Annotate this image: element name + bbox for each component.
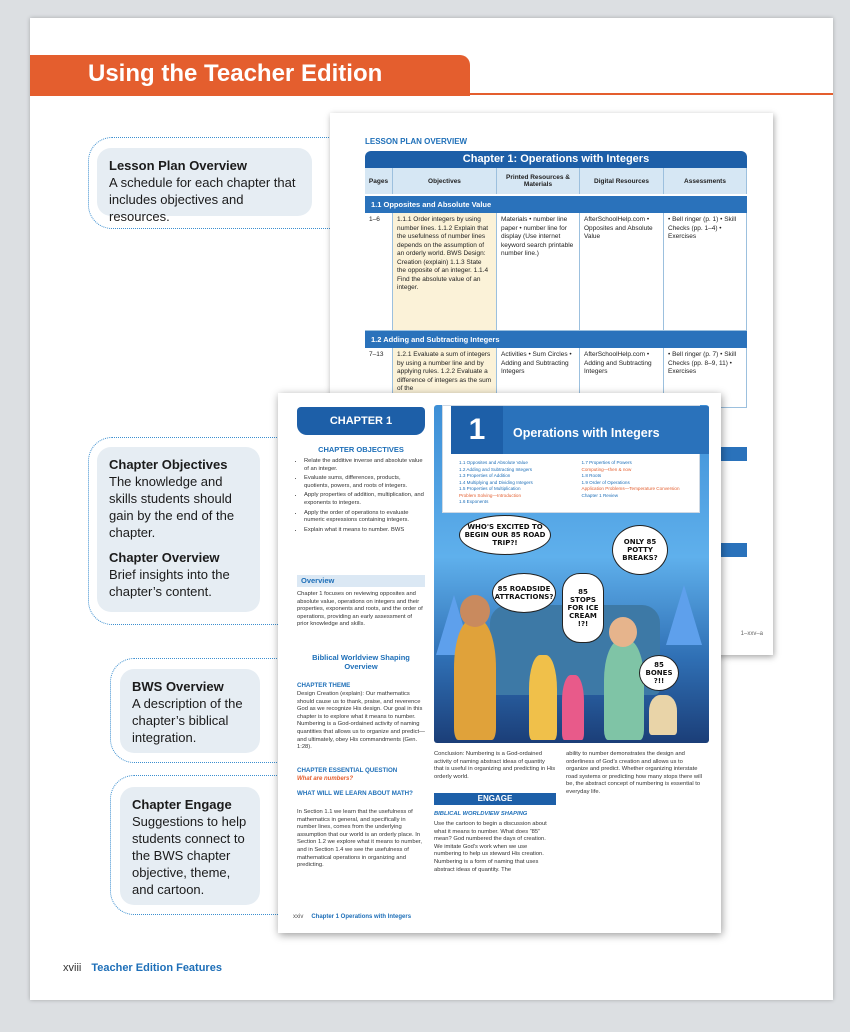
- callout-title: BWS Overview: [132, 679, 224, 694]
- column-header: Assessments: [664, 168, 747, 194]
- table-row: [365, 213, 747, 331]
- toc-item: 1.9 Order of Operations: [581, 479, 630, 485]
- chapter-page-number: xxiv: [293, 914, 304, 920]
- toc-item: 1.6 Exponents: [459, 499, 489, 504]
- child-illustration: [562, 675, 584, 740]
- toc-item: 1.1 Opposites and Absolute Value: [459, 460, 528, 465]
- speech-bubble: ONLY 85 POTTY BREAKS?: [612, 525, 668, 575]
- cell-pages: 1–6: [365, 213, 393, 330]
- cell-assessments: • Bell ringer (p. 7) • Skill Checks (pp. 8–9, 11) • Exercises: [664, 348, 747, 407]
- theme-heading: CHAPTER THEME: [297, 682, 351, 689]
- toc-item: 1.2 Adding and Subtracting Integers: [459, 466, 533, 472]
- speech-bubble: 85 BONES ?!!: [639, 655, 679, 691]
- chapter-number: 1: [451, 406, 503, 454]
- page-number: xviii: [63, 962, 82, 974]
- cell-pages: 7–13: [365, 348, 393, 407]
- callout-lesson-plan: [97, 148, 312, 224]
- engage-subheading: BIBLICAL WORLDVIEW SHAPING: [434, 811, 528, 817]
- chapter-toc: [459, 460, 699, 506]
- mother-illustration: [604, 640, 644, 740]
- objectives-list: [297, 458, 425, 536]
- speech-bubble: 85 STOPS FOR ICE CREAM !?!: [562, 573, 604, 643]
- toc-item: 1.4 Multiplying and Dividing Integers: [459, 479, 533, 485]
- toc-item: Chapter 1 Review: [581, 492, 619, 498]
- chapter-opener-header: [442, 405, 700, 513]
- chapter-title: Operations with Integers: [503, 406, 709, 454]
- cell-assessments: • Bell ringer (p. 1) • Skill Checks (pp. 1–4) • Exercises: [664, 213, 747, 330]
- engage-text: Use the cartoon to begin a discussion about what it means to number. What does “85” mean? God numbered the days of creation. We imitate God’s work when we use numbering to help us steward His creation. Numbering is a form of naming that uses abstract ideas of quantity. The: [434, 821, 547, 873]
- callout-text: The knowledge and skills students should gain by the end of the chapter.: [109, 474, 235, 540]
- toc-item: Problem Solving—Introduction: [459, 492, 522, 498]
- question-text: What are numbers?: [297, 776, 354, 782]
- lesson-plan-column-headers: [365, 168, 747, 194]
- callout-text: A schedule for each chapter that includes objectives and resources.: [109, 175, 296, 224]
- callout-title: Chapter Engage: [132, 797, 232, 812]
- cell-materials: Materials • number line paper • number line for display (Use internet keyword search printable number line.): [497, 213, 580, 330]
- speech-bubble: WHO'S EXCITED TO BEGIN OUR 85 ROAD TRIP?!: [459, 515, 551, 555]
- callout-text: Brief insights into the chapter’s content.: [109, 567, 230, 599]
- engage-heading: ENGAGE: [434, 793, 556, 805]
- callout-chapter-objectives: [97, 447, 260, 612]
- father-illustration: [454, 620, 496, 740]
- section-header: 1.2 Adding and Subtracting Integers: [365, 331, 747, 348]
- callout-title: Lesson Plan Overview: [109, 158, 248, 173]
- tree-illustration: [666, 585, 702, 645]
- lesson-plan-label: LESSON PLAN OVERVIEW: [365, 137, 468, 146]
- page-footer-title: Teacher Edition Features: [91, 962, 222, 974]
- toc-item: Application Problems—Temperature Conversion: [581, 486, 680, 491]
- dog-illustration: [649, 695, 677, 735]
- chapter-opener-art: [434, 405, 709, 743]
- column-header: Objectives: [393, 168, 497, 194]
- conclusion-text: Conclusion: Numbering is a God-ordained activity of naming abstract ideas of quantity that is useful in organizing and predicting in His orderly world.: [434, 751, 556, 780]
- learn-heading: WHAT WILL WE LEARN ABOUT MATH?: [297, 790, 413, 797]
- banner-rule: [470, 93, 833, 95]
- column-header: Digital Resources: [580, 168, 664, 194]
- chapter-footer-title: Chapter 1 Operations with Integers: [311, 914, 412, 920]
- callout-bws-overview: [120, 669, 260, 753]
- objectives-heading: CHAPTER OBJECTIVES: [318, 445, 404, 454]
- child-illustration: [529, 655, 557, 740]
- ability-text: ability to number demonstrates the design and orderliness of God’s creation and allows us to organize and predict. Whether organizing interstate road systems or predicting how many stops there will be, the abstract concept of numbering is essential to everyday life.: [566, 751, 702, 795]
- cell-digital: AfterSchoolHelp.com • Opposites and Absolute Value: [580, 213, 664, 330]
- bws-heading: Biblical Worldview Shaping Overview: [312, 653, 410, 671]
- overview-text: Chapter 1 focuses on reviewing opposites and absolute value, operations on integers and their properties, exponents and roots, and the order of operations, providing an early assessment of prior knowledge and skills.: [297, 591, 423, 628]
- toc-item: 1.8 Roots: [581, 473, 602, 478]
- objective-item: • Relate the additive inverse and absolute value of an integer.: [304, 458, 425, 473]
- cell-digital: AfterSchoolHelp.com • Adding and Subtracting Integers: [580, 348, 664, 407]
- theme-text: Design Creation (explain): Our mathematics should cause us to thank, praise, and reverence God as we recognize His design. Our goal in this chapter is to explore what it means to number. Numbering is a God-ordained activity of naming quantities that allows us to organize and predict—and ultimately, obey His commandments (Gen. 1:28).: [297, 691, 425, 751]
- cell-objectives: 1.2.1 Evaluate a sum of integers by using a number line and by applying rules. 1.2.2 Evaluate a difference of integers as the sum of the: [393, 348, 497, 407]
- cell-objectives: 1.1.1 Order integers by using number lines. 1.1.2 Explain that the usefulness of number lines depends on the assumption of an orderly world. BWS Design: Creation (explain) 1.1.3 State the opposite of an integer. 1.1.4 Find the absolute value of an integer.: [393, 213, 497, 330]
- callout-text: Suggestions to help students connect to the BWS chapter objective, theme, and cartoon.: [132, 814, 247, 897]
- chapter-sidebar: [297, 407, 425, 897]
- objective-item: • Evaluate sums, differences, products, quotients, powers, and roots of integers.: [304, 475, 425, 490]
- objective-item: • Apply the order of operations to evaluate numeric expressions containing integers.: [304, 510, 425, 525]
- lesson-plan-chapter-title: Chapter 1: Operations with Integers: [365, 151, 747, 168]
- cell-materials: Activities • Sum Circles • Adding and Subtracting Integers: [497, 348, 580, 407]
- section-header: 1.1 Opposites and Absolute Value: [365, 196, 747, 213]
- callout-title: Chapter Overview: [109, 550, 220, 565]
- callout-chapter-engage: [120, 787, 260, 905]
- page-footer: [63, 962, 222, 974]
- callout-text: A description of the chapter’s biblical integration.: [132, 696, 243, 745]
- page-title: Using the Teacher Edition: [88, 60, 383, 87]
- objective-item: • Explain what it means to number. BWS: [304, 527, 425, 535]
- mother-head: [609, 617, 637, 647]
- learn-text: In Section 1.1 we learn that the usefulness of mathematics in general, and specifically in number lines, comes from the underlying assumption that our world is an orderly place. In Section 1.2 we explore what it means to number, and in Section 1.4 we see the usefulness of mathematical operations in organizing and predicting.: [297, 809, 423, 869]
- overview-heading: Overview: [297, 575, 425, 587]
- chapter-page: [278, 393, 721, 933]
- chapter-page-footer: [293, 914, 411, 920]
- objective-item: • Apply properties of addition, multiplication, and exponents to integers.: [304, 492, 425, 507]
- lesson-plan-page-mark: 1–xxv–a: [740, 631, 763, 637]
- toc-item: Computing—then & now: [581, 466, 632, 472]
- toc-item: 1.7 Properties of Powers: [581, 460, 632, 465]
- chapter-tab: CHAPTER 1: [297, 407, 425, 435]
- column-header: Pages: [365, 168, 393, 194]
- question-heading: CHAPTER ESSENTIAL QUESTION: [297, 767, 398, 774]
- toc-item: 1.3 Properties of Addition: [459, 473, 511, 478]
- toc-item: 1.5 Properties of Multiplication: [459, 486, 521, 491]
- father-head: [460, 595, 490, 627]
- callout-title: Chapter Objectives: [109, 457, 228, 472]
- column-header: Printed Resources & Materials: [497, 168, 580, 194]
- speech-bubble: 85 ROADSIDE ATTRACTIONS?: [492, 573, 556, 613]
